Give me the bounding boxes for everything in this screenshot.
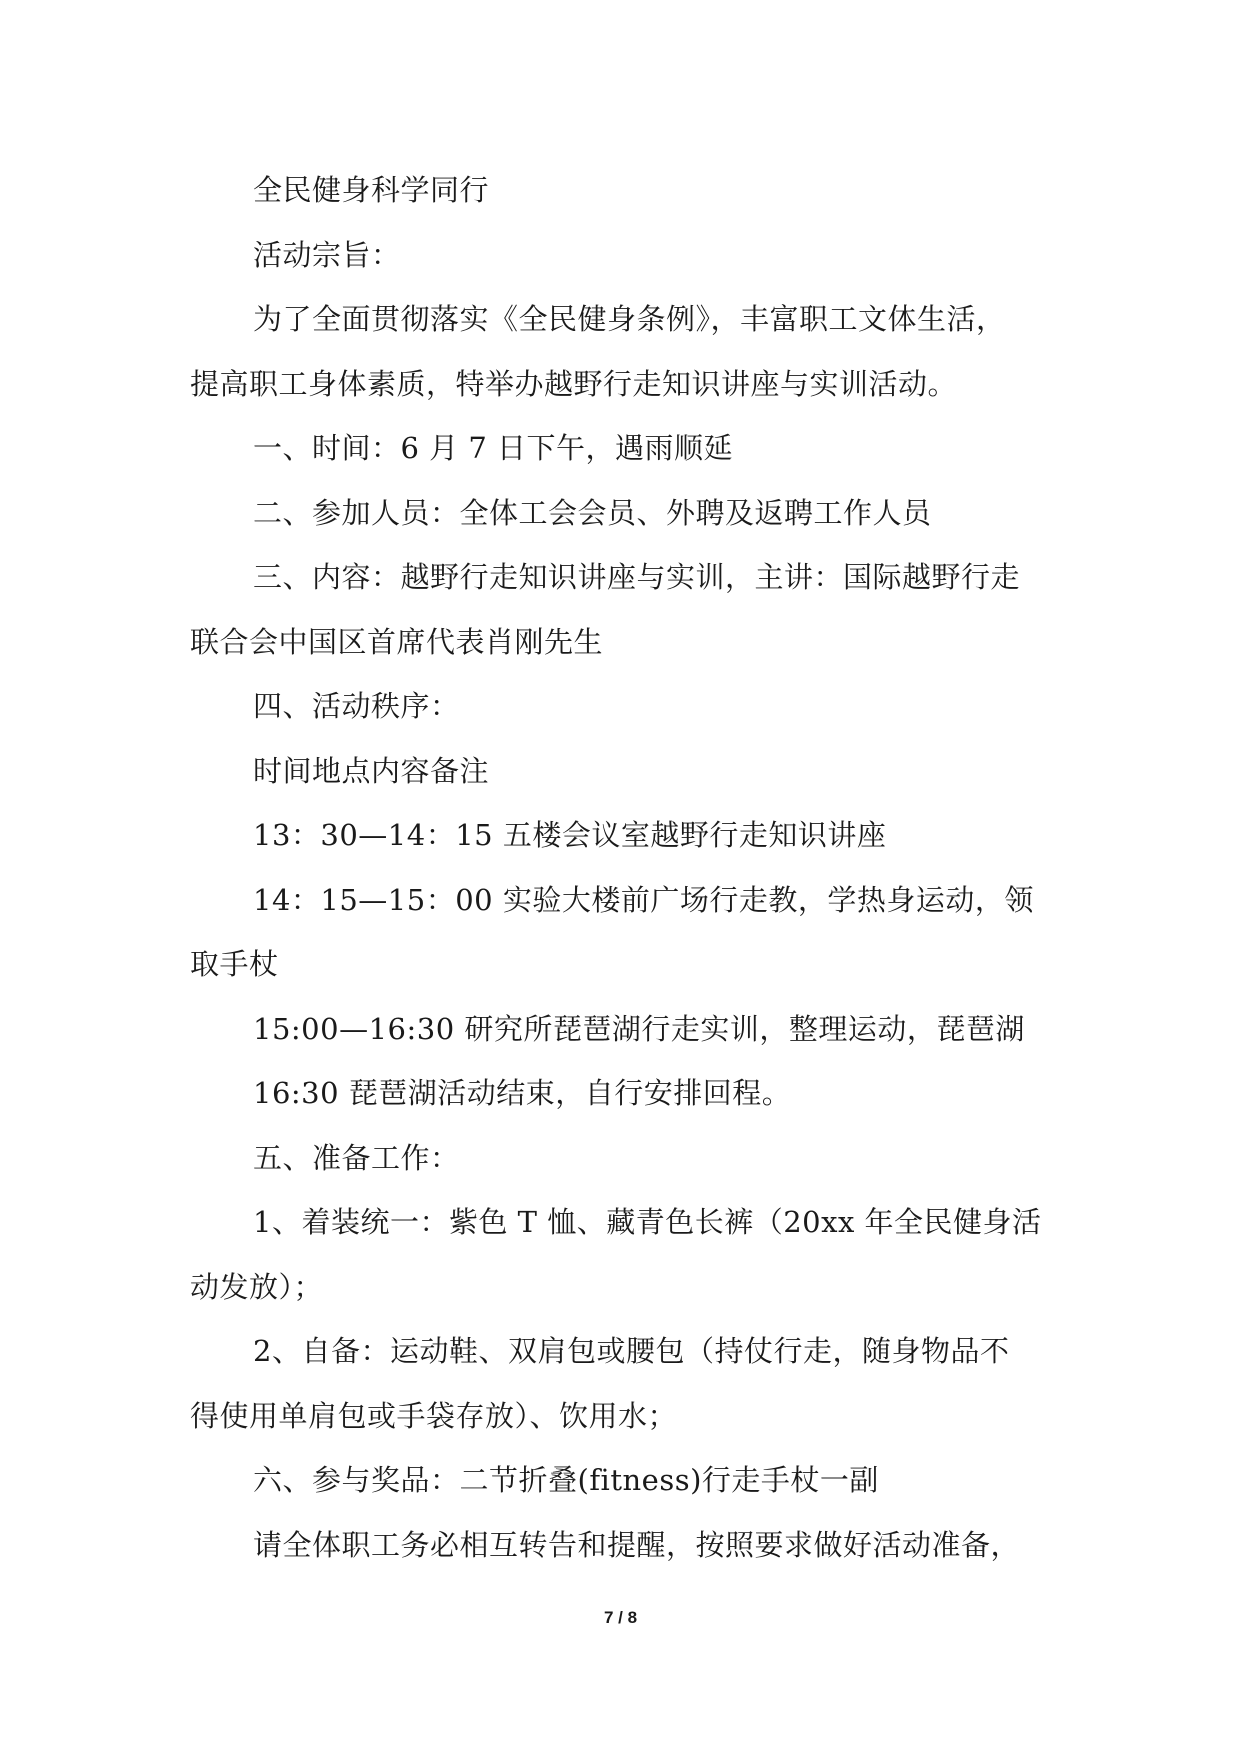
text-line: 得使用单肩包或手袋存放）、饮用水；: [190, 1398, 678, 1433]
text-line: 时间地点内容备注: [253, 753, 490, 788]
text-line: 联合会中国区首席代表肖刚先生: [190, 624, 604, 659]
text-line: 动发放）；: [190, 1269, 324, 1304]
text-line: 16:30 琵琶湖活动结束，自行安排回程。: [253, 1076, 792, 1110]
text-line: 2、自备：运动鞋、双肩包或腰包（持仗行走，随身物品不: [253, 1334, 1010, 1368]
page-number: 7 / 8: [603, 1608, 638, 1627]
text-line: 取手杖: [190, 947, 279, 981]
text-line: 为了全面贯彻落实《全民健身条例》，丰富职工文体生活，: [253, 302, 1006, 336]
text-line: 六、参与奖品：二节折叠(fitness)行走手杖一副: [253, 1463, 879, 1497]
text-line: 三、内容：越野行走知识讲座与实训，主讲：国际越野行走: [253, 560, 1021, 594]
text-line: 14：15—15：00 实验大楼前广场行走教，学热身运动，领: [253, 882, 1034, 917]
text-line: 请全体职工务必相互转告和提醒，按照要求做好活动准备，: [253, 1527, 1021, 1562]
text-line: 15:00—16:30 研究所琵琶湖行走实训，整理运动，琵琶湖: [253, 1011, 1025, 1046]
text-line: 活动宗旨：: [253, 237, 401, 272]
text-line: 1、着装统一：紫色 T 恤、藏青色长裤（20xx 年全民健身活: [253, 1205, 1042, 1239]
text-line: 四、活动秩序：: [253, 689, 460, 723]
text-line: 13：30—14：15 五楼会议室越野行走知识讲座: [253, 818, 887, 852]
text-line: 提高职工身体素质，特举办越野行走知识讲座与实训活动。: [190, 366, 958, 401]
text-line: 五、准备工作：: [253, 1140, 460, 1175]
text-line: 全民健身科学同行: [253, 173, 490, 207]
text-line: 二、参加人员：全体工会会员、外聘及返聘工作人员: [253, 495, 932, 530]
document-body: [190, 158, 1070, 1577]
text-line: 一、时间：6 月 7 日下午，遇雨顺延: [253, 431, 734, 465]
